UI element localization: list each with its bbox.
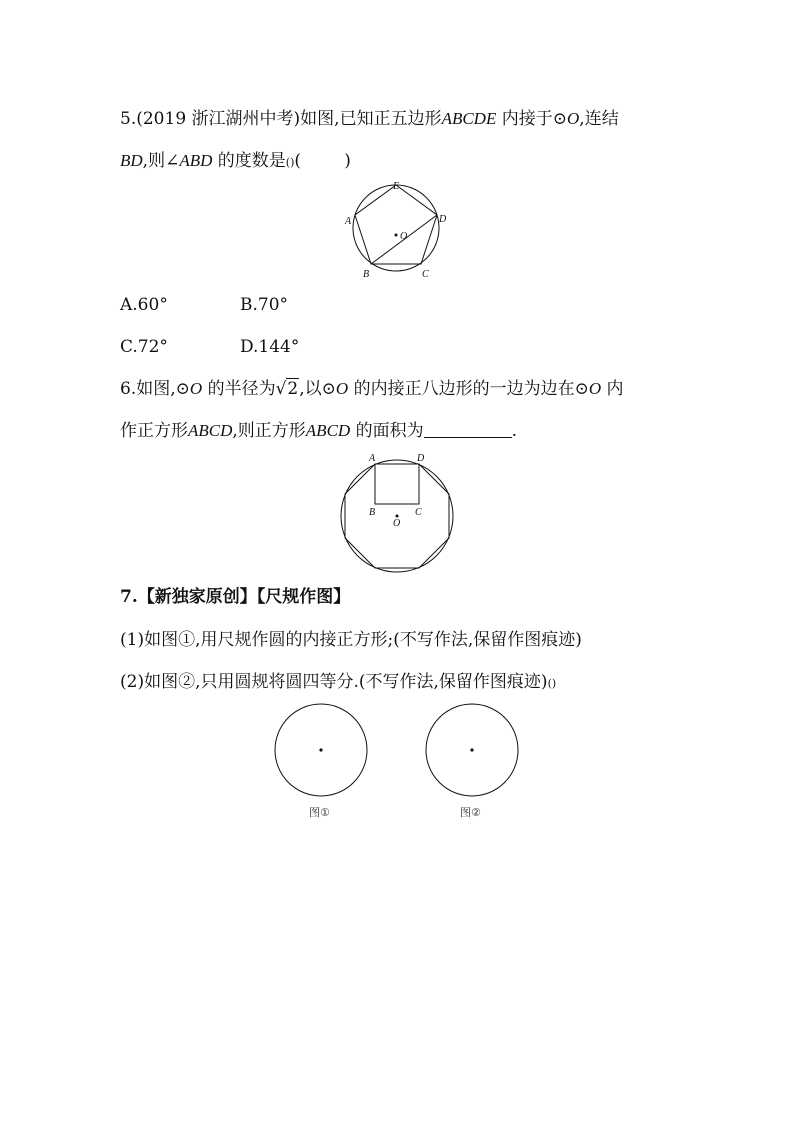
q6-line-2 <box>120 420 517 442</box>
q5-label-b: B <box>363 269 370 280</box>
q5-text-d: ,则∠ <box>142 151 180 171</box>
q5-circle-name: O <box>567 109 580 128</box>
q6-sqrt: √2 <box>275 379 299 399</box>
q5-option-b <box>240 294 288 316</box>
q5-option-c-label: C.72° <box>120 337 168 357</box>
q5-segment: BD <box>120 151 143 170</box>
q6-radicand: 2 <box>287 379 299 399</box>
q6-end: . <box>511 421 517 441</box>
q6-text-d: 的内接正八边形的一边为边在⊙ <box>353 379 589 399</box>
q6-text-c: ,以⊙ <box>299 379 336 399</box>
q6-label-d: D <box>417 453 425 464</box>
q6-circle-name-2: O <box>335 379 349 398</box>
q6-square <box>375 464 419 504</box>
q7-part2 <box>120 671 556 695</box>
q5-circle <box>353 185 439 271</box>
q5-label-o: O <box>400 231 408 242</box>
q6-circle-name: O <box>189 379 203 398</box>
q7-number: 7. <box>120 587 138 607</box>
q7-figure-2 <box>421 700 523 802</box>
q6-label-o: O <box>393 518 401 529</box>
q7-part1-text: (1)如图①,用尺规作圆的内接正方形;(不写作法,保留作图痕迹) <box>120 630 582 650</box>
q7-tag-construction: 【尺规作图】 <box>256 587 351 607</box>
q6-circle-name-3: O <box>588 379 602 398</box>
q6-line-1 <box>120 378 624 400</box>
q7-fig1-caption: 图① <box>309 806 330 819</box>
q7-part2-tiny-paren: () <box>547 677 557 690</box>
q5-option-b-label: B.70° <box>240 295 289 315</box>
q6-octagon-figure <box>335 448 460 576</box>
q7-figure-1 <box>270 700 372 802</box>
q5-polygon-name: ABCDE <box>441 109 497 128</box>
q5-angle: ABD <box>179 151 213 170</box>
q7-part1 <box>120 629 582 651</box>
q7-tag-original: 【新独家原创】 <box>137 587 257 607</box>
q6-text-h: 的面积为 <box>355 421 424 441</box>
q7-fig2-caption: 图② <box>460 806 481 819</box>
q5-line-2 <box>120 150 351 174</box>
q5-label-c: C <box>422 269 429 280</box>
q5-label-d: D <box>439 214 447 225</box>
q5-option-a-label: A.60° <box>120 295 168 315</box>
q5-option-d-label: D.144° <box>240 337 300 357</box>
q5-text-e: 的度数是 <box>217 151 286 171</box>
q5-line-1 <box>120 108 619 130</box>
q6-label-b: B <box>369 507 376 518</box>
q5-option-d <box>240 336 299 358</box>
q6-square-name: ABCD <box>188 421 233 440</box>
q7-line-1 <box>120 586 350 608</box>
q5-text-c: ,连结 <box>579 109 619 129</box>
q7-part2-text: (2)如图②,只用圆规将圆四等分.(不写作法,保留作图痕迹) <box>120 672 548 692</box>
q6-text-b: 的半径为 <box>207 379 276 399</box>
q5-text-b: 内接于⊙ <box>501 109 568 129</box>
q5-label-a: A <box>345 216 352 227</box>
q5-source: (2019 浙江湖州中考) <box>136 109 301 129</box>
q5-answer-paren: ( ) <box>294 151 351 171</box>
q5-pentagon-figure <box>340 178 450 283</box>
q6-label-a: A <box>369 453 376 464</box>
q7-fig1-center-dot <box>319 748 322 751</box>
q6-square-name-2: ABCD <box>305 421 351 440</box>
q6-number: 6. <box>120 379 137 399</box>
q5-option-c <box>120 336 168 358</box>
q6-answer-blank[interactable] <box>424 421 512 438</box>
q6-label-c: C <box>415 507 422 518</box>
q5-center-dot <box>395 234 398 237</box>
q7-fig2-center-dot <box>470 748 473 751</box>
q5-text-a: 如图,已知正五边形 <box>300 109 442 129</box>
q6-text-g: ,则正方形 <box>232 421 306 441</box>
q6-text-f: 作正方形 <box>120 421 188 441</box>
q5-label-e: E <box>393 181 400 192</box>
q5-option-a <box>120 294 168 316</box>
q6-text-a: 如图,⊙ <box>136 379 190 399</box>
q6-text-e: 内 <box>606 379 624 399</box>
q5-number: 5. <box>120 109 137 129</box>
q5-tiny-paren: () <box>285 156 295 169</box>
